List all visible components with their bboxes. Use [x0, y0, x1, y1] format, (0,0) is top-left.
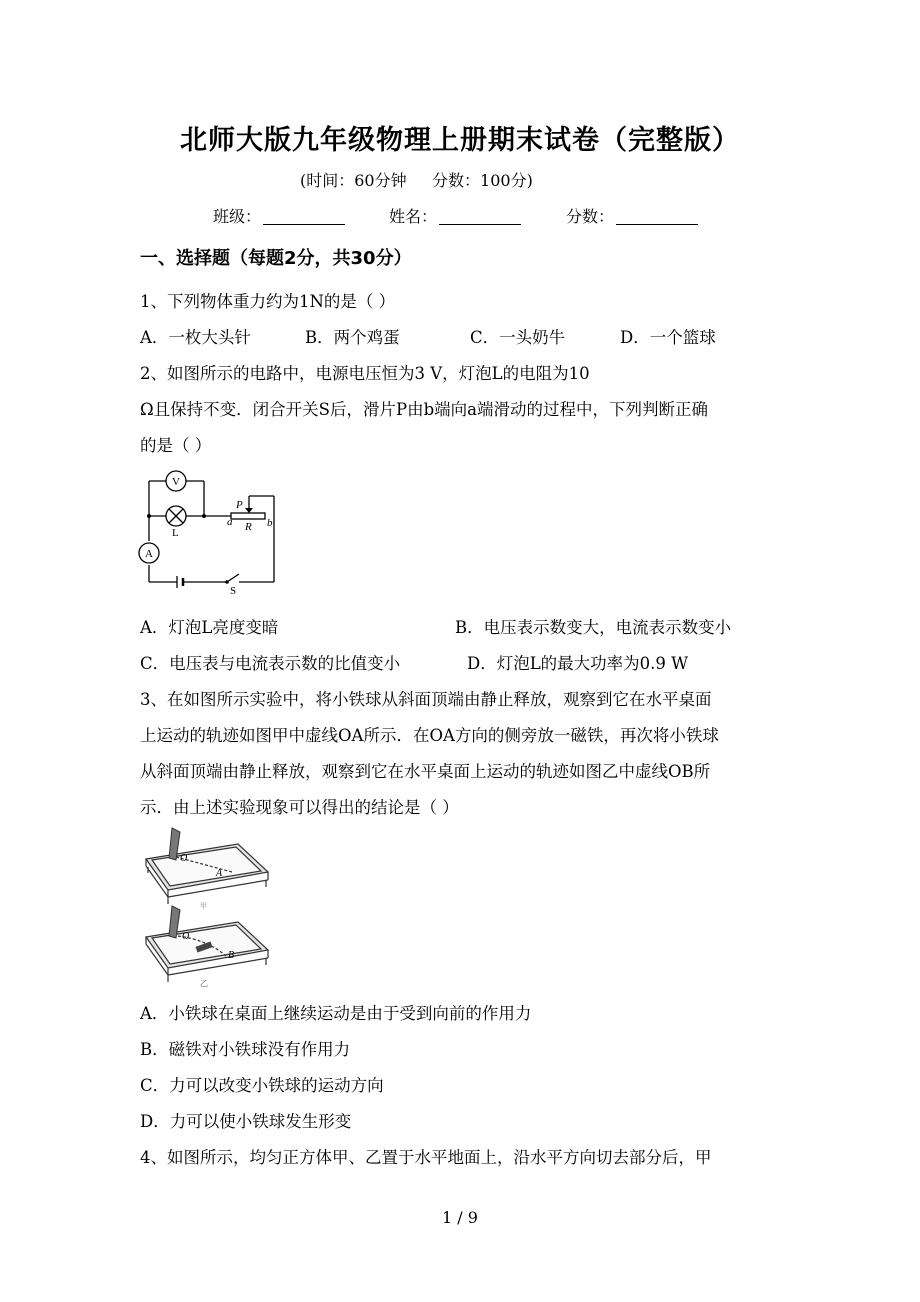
score-label: 分数：	[566, 207, 615, 226]
score-blank[interactable]	[616, 208, 698, 225]
question-3-stem-line-4: 示．由上述实验现象可以得出的结论是（ ）	[140, 798, 459, 817]
question-1-option-a[interactable]: A．一枚大头针	[140, 328, 251, 347]
question-3-option-b[interactable]: B．磁铁对小铁球没有作用力	[140, 1040, 351, 1059]
bottom-o-label: O	[182, 931, 190, 942]
switch-label: S	[230, 585, 237, 594]
end-a-label: a	[227, 516, 233, 528]
slider-arrow	[245, 508, 253, 513]
question-3-option-c[interactable]: C．力可以改变小铁球的运动方向	[140, 1076, 384, 1095]
table-experiment-figure	[138, 824, 273, 989]
page-title: 北师大版九年级物理上册期末试卷（完整版）	[180, 125, 740, 156]
top-a-label: A	[216, 868, 223, 879]
name-label: 姓名：	[389, 207, 438, 226]
name-blank[interactable]	[439, 208, 521, 225]
question-3-option-a[interactable]: A．小铁球在桌面上继续运动是由于受到向前的作用力	[140, 1004, 532, 1023]
question-2-option-b[interactable]: B．电压表示数变大，电流表示数变小	[455, 618, 732, 637]
question-2-stem-line-3: 的是（ ）	[140, 436, 212, 455]
class-blank[interactable]	[263, 208, 345, 225]
question-1-option-c[interactable]: C．一头奶牛	[470, 328, 566, 347]
page-number: 1 / 9	[442, 1208, 478, 1227]
junction-right	[202, 514, 206, 518]
question-3-stem-line-3: 从斜面顶端由静止释放，观察到它在水平桌面上运动的轨迹如图乙中虚线OB所	[140, 762, 711, 781]
junction-left	[147, 514, 151, 518]
question-3-option-d[interactable]: D．力可以使小铁球发生形变	[140, 1112, 352, 1131]
table-bottom	[146, 922, 268, 982]
lamp-label: L	[172, 527, 179, 539]
bottom-b-label: B	[228, 950, 235, 961]
switch-pivot	[225, 580, 229, 584]
voltmeter-label: V	[172, 476, 180, 488]
table-top	[146, 844, 268, 904]
class-field[interactable]	[213, 204, 345, 227]
section-heading: 一、选择题（每题2分，共30分）	[140, 248, 412, 269]
question-2-option-c[interactable]: C．电压表与电流表示数的比值变小	[140, 654, 401, 673]
question-3-stem-line-2: 上运动的轨迹如图甲中虚线OA所示．在OA方向的侧旁放一磁铁，再次将小铁球	[140, 726, 719, 745]
resistor-label: R	[245, 521, 252, 533]
exam-time-score: (时间：60分钟 分数：100分)	[300, 171, 533, 190]
question-1-option-d[interactable]: D．一个篮球	[620, 328, 716, 347]
top-caption: 甲	[200, 902, 207, 910]
class-label: 班级：	[213, 207, 262, 226]
question-2-option-a[interactable]: A．灯泡L亮度变暗	[140, 618, 279, 637]
switch-blade	[227, 574, 239, 582]
name-field[interactable]	[389, 204, 521, 227]
score-field[interactable]	[566, 204, 698, 227]
question-4-stem-line-1: 4、如图所示，均匀正方体甲、乙置于水平地面上，沿水平方向切去部分后，甲	[140, 1148, 712, 1167]
question-2-stem-line-1: 2、如图所示的电路中，电源电压恒为3 V，灯泡L的电阻为10	[140, 364, 590, 383]
question-3-stem-line-1: 3、在如图所示实验中，将小铁球从斜面顶端由静止释放，观察到它在水平桌面	[140, 690, 712, 709]
question-1-stem: 1、下列物体重力约为1N的是（ ）	[140, 292, 396, 311]
slider-label: P	[236, 499, 243, 511]
rheostat-resistor	[231, 513, 265, 519]
end-b-label: b	[267, 517, 273, 529]
question-2-option-d[interactable]: D．灯泡L的最大功率为0.9 W	[467, 654, 689, 673]
question-2-stem-line-2: Ω且保持不变．闭合开关S后，滑片P由b端向a端滑动的过程中，下列判断正确	[140, 400, 708, 419]
circuit-diagram	[130, 464, 280, 594]
ammeter-label: A	[145, 548, 153, 560]
bottom-caption: 乙	[200, 979, 208, 988]
top-o-label: O	[180, 853, 188, 864]
question-1-option-b[interactable]: B．两个鸡蛋	[305, 328, 400, 347]
